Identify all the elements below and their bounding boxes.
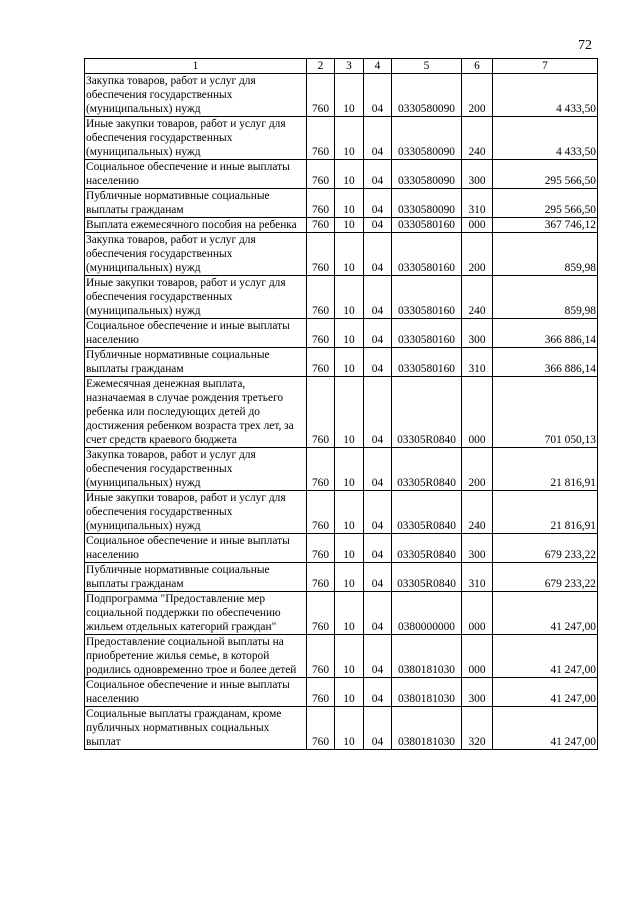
expense-type-cell: 240 <box>462 491 493 534</box>
admin-code-cell: 760 <box>307 592 335 635</box>
subsection-cell: 04 <box>364 448 392 491</box>
amount-cell: 41 247,00 <box>493 635 598 678</box>
target-article-cell: 0380181030 <box>392 707 462 750</box>
amount-cell: 4 433,50 <box>493 74 598 117</box>
admin-code-cell: 760 <box>307 534 335 563</box>
section-cell: 10 <box>335 74 364 117</box>
table-row <box>85 319 598 348</box>
section-cell: 10 <box>335 348 364 377</box>
table-row <box>85 218 598 233</box>
expense-type-cell: 000 <box>462 218 493 233</box>
expense-type-cell: 240 <box>462 276 493 319</box>
target-article-cell: 0380000000 <box>392 592 462 635</box>
section-cell: 10 <box>335 276 364 319</box>
page-number: 72 <box>578 38 592 53</box>
section-cell: 10 <box>335 160 364 189</box>
target-article-cell: 03305R0840 <box>392 563 462 592</box>
table-body <box>85 74 598 750</box>
row-name-cell: Социальное обеспечение и иные выплаты населению <box>85 160 307 189</box>
amount-cell: 701 050,13 <box>493 377 598 448</box>
amount-cell: 366 886,14 <box>493 348 598 377</box>
header-cell: 7 <box>493 59 598 74</box>
subsection-cell: 04 <box>364 635 392 678</box>
row-name-cell: Выплата ежемесячного пособия на ребенка <box>85 218 307 233</box>
expense-type-cell: 000 <box>462 592 493 635</box>
section-cell: 10 <box>335 189 364 218</box>
expense-type-cell: 300 <box>462 319 493 348</box>
section-cell: 10 <box>335 377 364 448</box>
row-name-cell: Закупка товаров, работ и услуг для обеспечения государственных (муниципальных) нужд <box>85 448 307 491</box>
expense-type-cell: 200 <box>462 448 493 491</box>
admin-code-cell: 760 <box>307 233 335 276</box>
amount-cell: 41 247,00 <box>493 592 598 635</box>
subsection-cell: 04 <box>364 491 392 534</box>
section-cell: 10 <box>335 592 364 635</box>
row-name-cell: Социальное обеспечение и иные выплаты населению <box>85 534 307 563</box>
expense-type-cell: 300 <box>462 534 493 563</box>
section-cell: 10 <box>335 117 364 160</box>
amount-cell: 21 816,91 <box>493 491 598 534</box>
header-cell: 6 <box>462 59 493 74</box>
header-cell: 1 <box>85 59 307 74</box>
amount-cell: 859,98 <box>493 233 598 276</box>
admin-code-cell: 760 <box>307 448 335 491</box>
section-cell: 10 <box>335 678 364 707</box>
admin-code-cell: 760 <box>307 377 335 448</box>
subsection-cell: 04 <box>364 160 392 189</box>
table-row <box>85 448 598 491</box>
subsection-cell: 04 <box>364 233 392 276</box>
amount-cell: 366 886,14 <box>493 319 598 348</box>
header-cell: 2 <box>307 59 335 74</box>
row-name-cell: Ежемесячная денежная выплата, назначаемая в случае рождения третьего ребенка или последующих детей до достижения ребенком возраста трех лет, за счет средств краевого бюджета <box>85 377 307 448</box>
subsection-cell: 04 <box>364 707 392 750</box>
amount-cell: 859,98 <box>493 276 598 319</box>
admin-code-cell: 760 <box>307 74 335 117</box>
section-cell: 10 <box>335 218 364 233</box>
subsection-cell: 04 <box>364 189 392 218</box>
table-row <box>85 348 598 377</box>
admin-code-cell: 760 <box>307 160 335 189</box>
admin-code-cell: 760 <box>307 276 335 319</box>
subsection-cell: 04 <box>364 563 392 592</box>
subsection-cell: 04 <box>364 218 392 233</box>
row-name-cell: Закупка товаров, работ и услуг для обеспечения государственных (муниципальных) нужд <box>85 233 307 276</box>
expense-type-cell: 240 <box>462 117 493 160</box>
expense-type-cell: 000 <box>462 377 493 448</box>
table-row <box>85 233 598 276</box>
subsection-cell: 04 <box>364 348 392 377</box>
section-cell: 10 <box>335 635 364 678</box>
row-name-cell: Иные закупки товаров, работ и услуг для обеспечения государственных (муниципальных) нужд <box>85 117 307 160</box>
expense-type-cell: 300 <box>462 160 493 189</box>
target-article-cell: 0330580160 <box>392 276 462 319</box>
target-article-cell: 0330580090 <box>392 117 462 160</box>
row-name-cell: Социальное обеспечение и иные выплаты населению <box>85 678 307 707</box>
table-row <box>85 707 598 750</box>
table-row <box>85 563 598 592</box>
expense-type-cell: 200 <box>462 233 493 276</box>
amount-cell: 295 566,50 <box>493 160 598 189</box>
expense-type-cell: 300 <box>462 678 493 707</box>
subsection-cell: 04 <box>364 534 392 563</box>
table-row <box>85 117 598 160</box>
table-row <box>85 189 598 218</box>
target-article-cell: 0330580090 <box>392 74 462 117</box>
target-article-cell: 03305R0840 <box>392 534 462 563</box>
row-name-cell: Публичные нормативные социальные выплаты гражданам <box>85 348 307 377</box>
amount-cell: 4 433,50 <box>493 117 598 160</box>
admin-code-cell: 760 <box>307 635 335 678</box>
row-name-cell: Предоставление социальной выплаты на приобретение жилья семье, в которой родились одновременно трое и более детей <box>85 635 307 678</box>
expense-type-cell: 200 <box>462 74 493 117</box>
amount-cell: 679 233,22 <box>493 563 598 592</box>
subsection-cell: 04 <box>364 319 392 348</box>
admin-code-cell: 760 <box>307 678 335 707</box>
table-row <box>85 635 598 678</box>
table-row <box>85 160 598 189</box>
expense-type-cell: 310 <box>462 348 493 377</box>
amount-cell: 679 233,22 <box>493 534 598 563</box>
amount-cell: 41 247,00 <box>493 707 598 750</box>
section-cell: 10 <box>335 534 364 563</box>
row-name-cell: Закупка товаров, работ и услуг для обеспечения государственных (муниципальных) нужд <box>85 74 307 117</box>
section-cell: 10 <box>335 448 364 491</box>
admin-code-cell: 760 <box>307 117 335 160</box>
table-row <box>85 491 598 534</box>
admin-code-cell: 760 <box>307 189 335 218</box>
admin-code-cell: 760 <box>307 563 335 592</box>
subsection-cell: 04 <box>364 117 392 160</box>
table-header-row <box>85 59 598 74</box>
header-cell: 4 <box>364 59 392 74</box>
amount-cell: 41 247,00 <box>493 678 598 707</box>
amount-cell: 21 816,91 <box>493 448 598 491</box>
row-name-cell: Иные закупки товаров, работ и услуг для обеспечения государственных (муниципальных) нужд <box>85 491 307 534</box>
table-row <box>85 276 598 319</box>
target-article-cell: 0330580160 <box>392 233 462 276</box>
target-article-cell: 03305R0840 <box>392 377 462 448</box>
admin-code-cell: 760 <box>307 491 335 534</box>
expense-type-cell: 310 <box>462 563 493 592</box>
target-article-cell: 0330580090 <box>392 160 462 189</box>
subsection-cell: 04 <box>364 74 392 117</box>
admin-code-cell: 760 <box>307 348 335 377</box>
target-article-cell: 03305R0840 <box>392 491 462 534</box>
section-cell: 10 <box>335 319 364 348</box>
admin-code-cell: 760 <box>307 218 335 233</box>
table-row <box>85 678 598 707</box>
section-cell: 10 <box>335 707 364 750</box>
table-row <box>85 377 598 448</box>
table-row <box>85 592 598 635</box>
table-row <box>85 534 598 563</box>
subsection-cell: 04 <box>364 276 392 319</box>
expense-type-cell: 320 <box>462 707 493 750</box>
admin-code-cell: 760 <box>307 319 335 348</box>
target-article-cell: 0380181030 <box>392 635 462 678</box>
target-article-cell: 03305R0840 <box>392 448 462 491</box>
target-article-cell: 0330580160 <box>392 319 462 348</box>
row-name-cell: Социальное обеспечение и иные выплаты населению <box>85 319 307 348</box>
target-article-cell: 0330580090 <box>392 189 462 218</box>
row-name-cell: Публичные нормативные социальные выплаты гражданам <box>85 189 307 218</box>
row-name-cell: Иные закупки товаров, работ и услуг для обеспечения государственных (муниципальных) нужд <box>85 276 307 319</box>
target-article-cell: 0380181030 <box>392 678 462 707</box>
subsection-cell: 04 <box>364 377 392 448</box>
section-cell: 10 <box>335 563 364 592</box>
row-name-cell: Подпрограмма "Предоставление мер социальной поддержки по обеспечению жильем отдельных категорий граждан" <box>85 592 307 635</box>
amount-cell: 367 746,12 <box>493 218 598 233</box>
subsection-cell: 04 <box>364 592 392 635</box>
expense-type-cell: 000 <box>462 635 493 678</box>
amount-cell: 295 566,50 <box>493 189 598 218</box>
admin-code-cell: 760 <box>307 707 335 750</box>
section-cell: 10 <box>335 233 364 276</box>
budget-table <box>84 58 598 750</box>
table-row <box>85 74 598 117</box>
target-article-cell: 0330580160 <box>392 218 462 233</box>
row-name-cell: Публичные нормативные социальные выплаты гражданам <box>85 563 307 592</box>
section-cell: 10 <box>335 491 364 534</box>
header-cell: 5 <box>392 59 462 74</box>
header-cell: 3 <box>335 59 364 74</box>
expense-type-cell: 310 <box>462 189 493 218</box>
row-name-cell: Социальные выплаты гражданам, кроме публичных нормативных социальных выплат <box>85 707 307 750</box>
subsection-cell: 04 <box>364 678 392 707</box>
target-article-cell: 0330580160 <box>392 348 462 377</box>
